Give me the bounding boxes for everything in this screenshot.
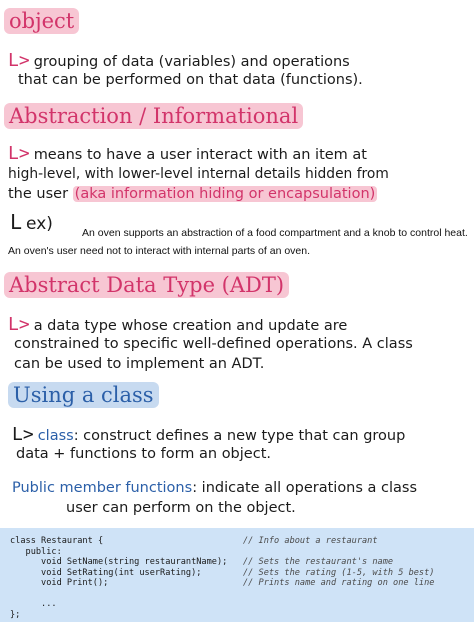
heading-using-class: Using a class [8, 382, 159, 408]
abstraction-example-label [10, 212, 53, 235]
adt-line3 [14, 354, 264, 375]
abstraction-line2 [8, 164, 389, 185]
heading-abstraction: Abstraction / Informational [4, 103, 303, 129]
adt-line2 [14, 334, 413, 355]
code-comment: // Prints name and rating on one line [243, 578, 435, 588]
info-hiding-highlight: (aka information hiding or encapsulation) [74, 186, 376, 202]
heading-object: object [4, 8, 79, 34]
example-label-text: ex) [26, 214, 53, 234]
class-line2 [16, 444, 271, 465]
public-member-line1 [12, 478, 417, 499]
adt-text-line1: a data type whose creation and update are [33, 318, 348, 334]
object-definition-line2 [18, 70, 363, 91]
class-term: class [37, 428, 74, 444]
public-member-text-line1: : indicate all operations a class [192, 480, 418, 496]
arrow-icon: L> [12, 424, 34, 445]
class-text-line2: data + functions to form an object. [16, 446, 271, 462]
adt-text-line3: can be used to implement an ADT. [14, 356, 265, 372]
public-member-term: Public member functions [12, 480, 193, 496]
public-member-text-line2: user can perform on the object. [66, 500, 296, 516]
code-line: void Print(); [10, 578, 109, 588]
abstraction-line1 [8, 143, 367, 166]
object-text-line1: grouping of data (variables) and operations [33, 54, 350, 70]
code-line: void SetName(string restaurantName); [10, 557, 228, 567]
abstraction-text-line3: the user [8, 186, 69, 202]
adt-text-line2: constrained to specific well-defined operations. A class [14, 336, 413, 352]
heading-adt: Abstract Data Type (ADT) [4, 272, 289, 298]
code-line: }; [10, 609, 21, 620]
abstraction-text-line2: high-level, with lower-level internal details hidden from [8, 166, 389, 182]
oven-example-line2: An oven's user need not to interact with internal parts of an oven. [8, 245, 311, 257]
object-text-line2: that can be performed on that data (functions). [18, 72, 363, 88]
code-line: ... [10, 599, 57, 609]
class-text-line1: : construct defines a new type that can group [73, 428, 406, 444]
arrow-icon: L [10, 210, 23, 234]
arrow-icon: L> [8, 143, 30, 164]
code-line: class Restaurant { [10, 536, 104, 546]
public-member-line2 [66, 498, 296, 519]
code-comment: // Sets the rating (1-5, with 5 best) [243, 567, 435, 578]
abstraction-line3 [8, 184, 377, 205]
code-line: void SetRating(int userRating); [10, 567, 202, 578]
code-comment: // Sets the restaurant's name [243, 557, 394, 567]
arrow-icon: L> [8, 314, 30, 335]
code-block [0, 528, 474, 622]
abstraction-text-line1: means to have a user interact with an item at [33, 147, 367, 163]
oven-example-line1: An oven supports an abstraction of a food compartment and a knob to control heat. [82, 227, 468, 239]
code-comment: // Info about a restaurant [243, 536, 378, 546]
code-line: public: [10, 546, 62, 557]
arrow-icon: L> [8, 50, 30, 71]
